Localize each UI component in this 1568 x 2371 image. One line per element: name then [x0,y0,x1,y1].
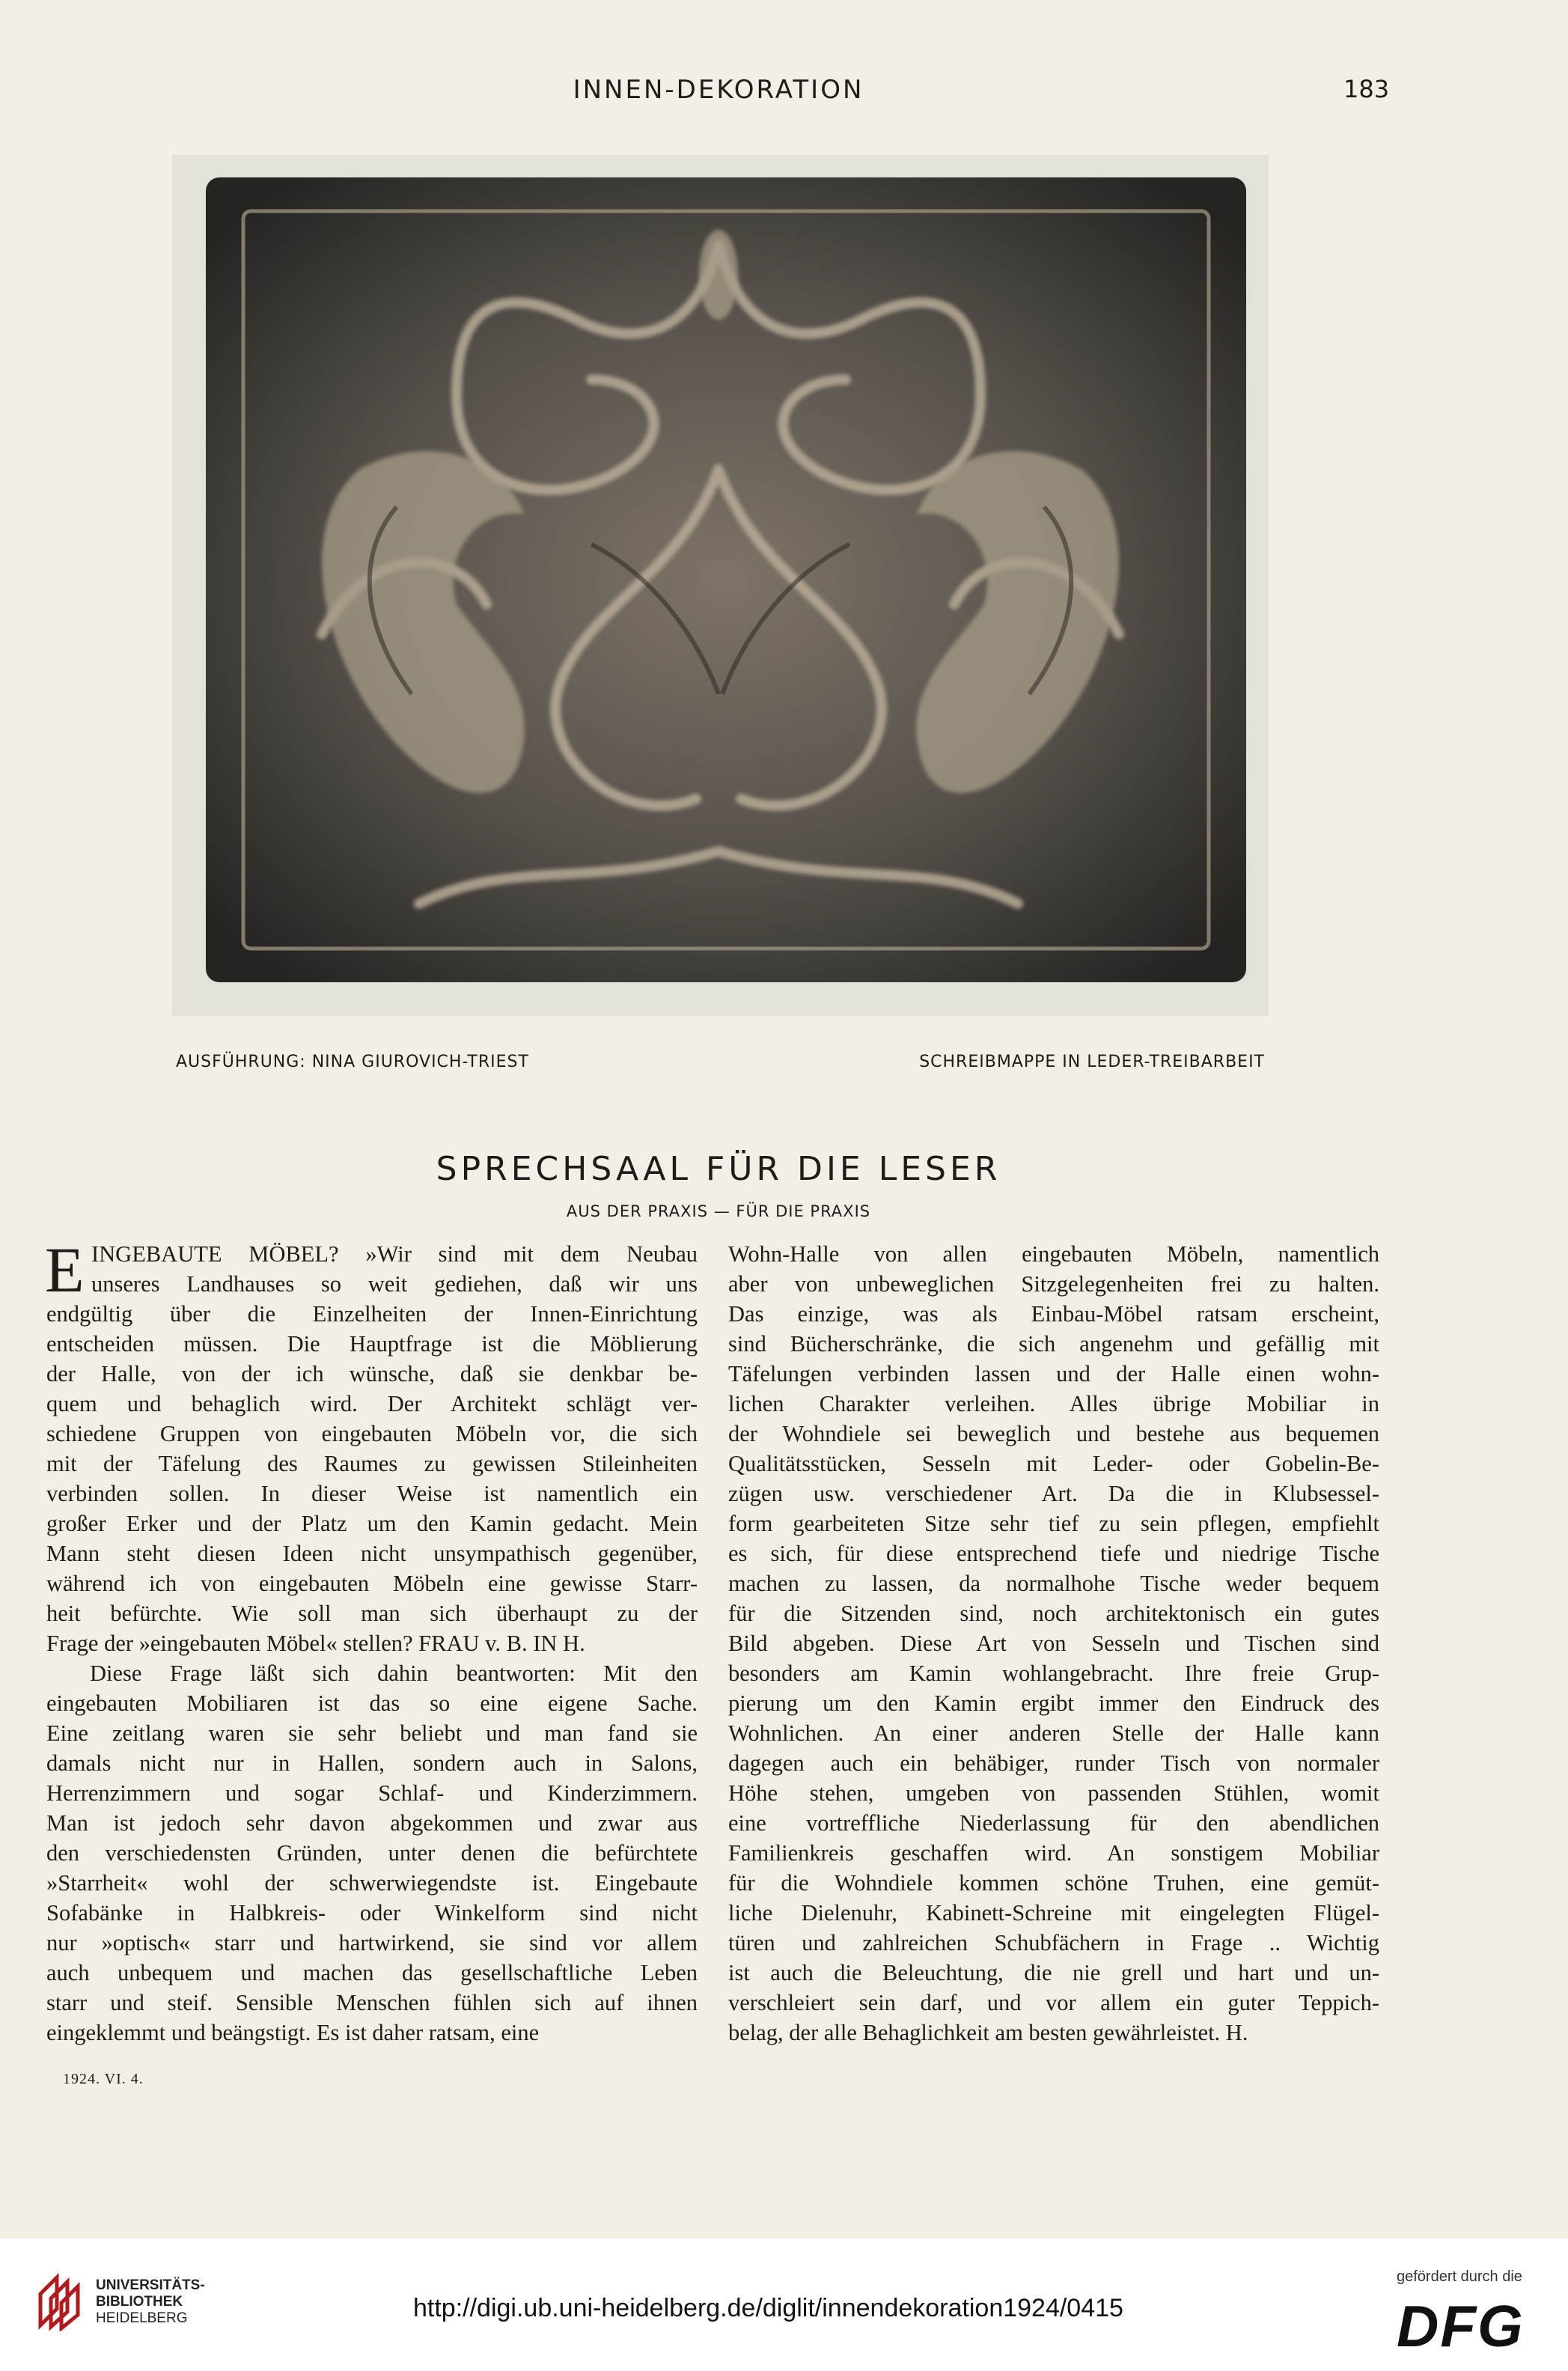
leather-writing-case-photo [172,155,1269,1016]
text-line: der Halle, von der ich wünsche, daß sie denkbar be- [46,1361,698,1387]
text-line: Täfelungen verbinden lassen und der Halle einen wohn- [728,1361,1379,1387]
text-line: Wohn-Halle von allen eingebauten Möbeln, namentlich [728,1241,1379,1267]
text-line: Man ist jedoch sehr davon abgekommen und zwar aus [46,1810,698,1836]
text-line: großer Erker und der Platz um den Kamin gedacht. Mein [46,1511,698,1536]
text-line: Sofabänke in Halbkreis- oder Winkelform sind nicht [46,1900,698,1926]
text-line: für die Sitzenden sind, noch architektonisch ein gutes [728,1601,1379,1626]
text-line: Herrenzimmern und sogar Schlaf- und Kinderzimmern. [46,1780,698,1806]
plate-title-caption: SCHREIBMAPPE IN LEDER-TREIBARBEIT [919,1053,1265,1071]
text-line: Eine zeitlang waren sie sehr beliebt und man fand sie [46,1720,698,1746]
text-line: Höhe stehen, umgeben von passenden Stühlen, womit [728,1780,1379,1806]
text-line: eingebauten Mobiliaren ist das so eine eigene Sache. [46,1690,698,1716]
text-line: Familienkreis geschaffen wird. An sonstigem Mobiliar [728,1840,1379,1866]
text-line: ist auch die Beleuchtung, die nie grell und hart und un- [728,1960,1379,1985]
text-line: unseres Landhauses so weit gediehen, daß wir uns [91,1271,698,1297]
running-title: INNEN-DEKORATION [573,75,864,105]
text-line: Das einzige, was als Einbau-Möbel ratsam erscheint, [728,1301,1379,1327]
drop-cap: E [45,1234,85,1306]
text-line: auch unbequem und machen das gesellschaftliche Leben [46,1960,698,1985]
text-line: türen und zahlreichen Schubfächern in Frage .. Wichtig [728,1930,1379,1955]
running-head [0,75,1568,112]
text-line: während ich von eingebauten Möbeln eine gewisse Starr- [46,1571,698,1596]
text-line: quem und behaglich wird. Der Architekt schlägt ver- [46,1391,698,1416]
text-line: schiedene Gruppen von eingebauten Möbeln vor, die sich [46,1421,698,1446]
text-line: lichen Charakter verleihen. Alles übrige Mobiliar in [728,1391,1379,1416]
text-line: form gearbeiteten Sitze sehr tief zu sein pflegen, empfiehlt [728,1511,1379,1536]
section-title: SPRECHSAAL FÜR DIE LESER [436,1150,1001,1188]
library-name [96,2277,205,2327]
text-line: INGEBAUTE MÖBEL? »Wir sind mit dem Neubau [91,1241,698,1267]
text-line: zügen usw. verschiedener Art. Da die in Klubsessel- [728,1481,1379,1506]
text-line: Qualitätsstücken, Sesseln mit Leder- oder Gobelin-Be- [728,1451,1379,1476]
text-line: verbinden sollen. In dieser Weise ist namentlich ein [46,1481,698,1506]
text-line: damals nicht nur in Hallen, sondern auch in Salons, [46,1750,698,1776]
text-line: »Starrheit« wohl der schwerwiegendste ist. Eingebaute [46,1870,698,1896]
text-line: belag, der alle Behaglichkeit am besten gewährleistet. H. [728,2020,1248,2045]
permalink-url[interactable]: http://digi.ub.uni-heidelberg.de/diglit/innendekoration1924/0415 [413,2294,1123,2322]
text-line: starr und steif. Sensible Menschen fühlen sich auf ihnen [46,1990,698,2015]
page-number: 183 [1343,75,1390,103]
text-line: Mann steht diesen Ideen nicht unsympathisch gegenüber, [46,1541,698,1566]
text-line: sind Bücherschränke, die sich angenehm und gefällig mit [728,1331,1379,1357]
plate-credit-caption: AUSFÜHRUNG: NINA GIUROVICH-TRIEST [176,1053,529,1071]
right-text-column [728,1239,1379,2048]
text-line: Wohnlichen. An einer anderen Stelle der Halle kann [728,1720,1379,1746]
text-line: Diese Frage läßt sich dahin beantworten: Mit den [90,1661,698,1686]
section-subtitle: AUS DER PRAXIS — FÜR DIE PRAXIS [566,1202,871,1220]
text-line: liche Dielenuhr, Kabinett-Schreine mit eingelegten Flügel- [728,1900,1379,1926]
text-line: es sich, für diese entsprechend tiefe und niedrige Tische [728,1541,1379,1566]
text-line: mit der Täfelung des Raumes zu gewissen Stileinheiten [46,1451,698,1476]
text-line: der Wohndiele sei beweglich und bestehe aus bequemen [728,1421,1379,1446]
text-line: Bild abgeben. Diese Art von Sesseln und Tischen sind [728,1631,1379,1656]
text-line: pierung um den Kamin ergibt immer den Eindruck des [728,1690,1379,1716]
printer-signature-mark: 1924. VI. 4. [63,2071,144,2087]
text-line: den verschiedensten Gründen, unter denen die befürchtete [46,1840,698,1866]
text-line: heit befürchte. Wie soll man sich überhaupt zu der [46,1601,698,1626]
library-name-line1: UNIVERSITÄTS- [96,2277,205,2293]
funding-note: gefördert durch die [1397,2268,1522,2285]
text-line: für die Wohndiele kommen schöne Truhen, eine gemüt- [728,1870,1379,1896]
text-line: machen zu lassen, da normalhohe Tische weder bequem [728,1571,1379,1596]
text-line: aber von unbeweglichen Sitzgelegenheiten frei zu halten. [728,1271,1379,1297]
digitization-footer [0,2238,1568,2371]
text-line: entscheiden müssen. Die Hauptfrage ist die Möblierung [46,1331,698,1357]
embossed-leather-image [172,155,1269,1016]
dfg-logo: DFG [1397,2293,1525,2359]
text-line: endgültig über die Einzelheiten der Innen-Einrichtung [46,1301,698,1327]
text-line: eingeklemmt und beängstigt. Es ist daher ratsam, eine [46,2020,540,2045]
text-line: nur »optisch« starr und hartwirkend, sie sind vor allem [46,1930,698,1955]
text-line: dagegen auch ein behäbiger, runder Tisch von normaler [728,1750,1379,1776]
text-line: verschleiert sein darf, und vor allem ein guter Teppich- [728,1990,1379,2015]
left-text-column [45,1234,698,2048]
library-name-line2: BIBLIOTHEK [96,2294,183,2310]
text-line: besonders am Kamin wohlangebracht. Ihre freie Grup- [728,1661,1379,1686]
text-line: Frage der »eingebauten Möbel« stellen? FRAU v. B. IN H. [46,1631,585,1656]
library-logo-icon [34,2271,88,2331]
text-line: eine vortreffliche Niederlassung für den abendlichen [728,1810,1379,1836]
library-name-line3: HEIDELBERG [96,2310,188,2326]
